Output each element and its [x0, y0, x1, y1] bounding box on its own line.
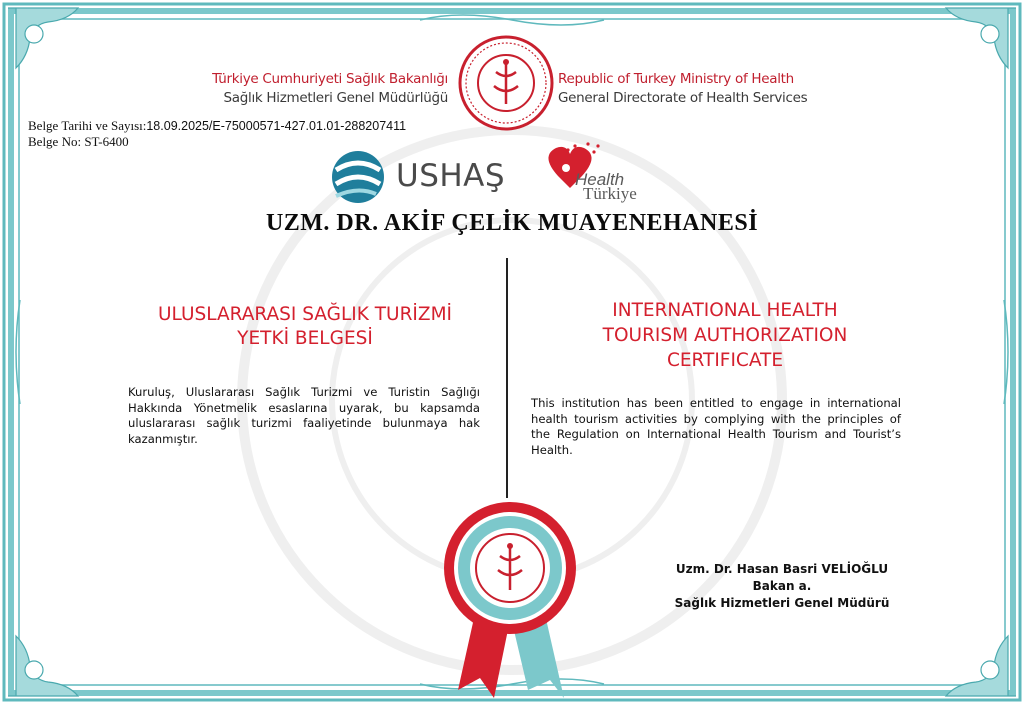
signer-position: Sağlık Hizmetleri Genel Müdürü [674, 596, 890, 610]
signer-role: Bakan a. [752, 579, 812, 593]
title-en-line3: CERTIFICATE [666, 350, 784, 371]
ministry-seal-icon [460, 37, 552, 129]
title-tr-line2: YETKİ BELGESİ [237, 328, 373, 349]
document-info [28, 118, 406, 150]
center-divider [506, 258, 508, 498]
ministry-name-en [558, 70, 818, 108]
ministry-title-en: Republic of Turkey Ministry of Health [558, 71, 794, 87]
document-date-label: Belge Tarihi ve Sayısı: [28, 118, 147, 133]
turkiye-logo-text: Türkiye [583, 184, 637, 203]
ministry-title-tr: Türkiye Cumhuriyeti Sağlık Bakanlığı [212, 71, 448, 87]
ushas-logo-icon [332, 151, 384, 203]
title-en-line2: TOURISM AUTHORIZATION [602, 325, 848, 346]
document-date-number: 18.09.2025/E-75000571-427.01.01-288207411 [146, 119, 407, 133]
document-number: Belge No: ST-6400 [28, 134, 129, 149]
title-tr-line1: ULUSLARARASI SAĞLIK TURİZMİ [158, 304, 452, 325]
health-logo-text: Health [575, 170, 625, 189]
directorate-title-en: General Directorate of Health Services [558, 90, 808, 106]
certificate-body-en: This institution has been entitled to engage in international health tourism activities by complying with the principles of the Regulation on International Health Tourism and Tourist’s Health. [531, 396, 901, 457]
clinic-name: UZM. DR. AKİF ÇELİK MUAYENEHANESİ [265, 210, 759, 236]
signer-name: Uzm. Dr. Hasan Basri VELİOĞLU [675, 562, 889, 576]
directorate-title-tr: Sağlık Hizmetleri Genel Müdürlüğü [223, 90, 448, 106]
title-en-line1: INTERNATIONAL HEALTH [612, 300, 838, 321]
ministry-name-tr [200, 70, 448, 108]
certificate-title-en [535, 298, 915, 373]
ushas-logo-text: USHAŞ [396, 158, 506, 194]
certificate-title-tr [110, 303, 500, 351]
signature-block [650, 561, 914, 612]
certificate-body-tr: Kuruluş, Uluslararası Sağlık Turizmi ve Turistin Sağlığı Hakkında Yönetmelik esaslarına uyarak, bu kapsamda uluslararası sağlık turizmi faaliyetinde bulunmaya hak kazanmıştır. [128, 385, 480, 446]
